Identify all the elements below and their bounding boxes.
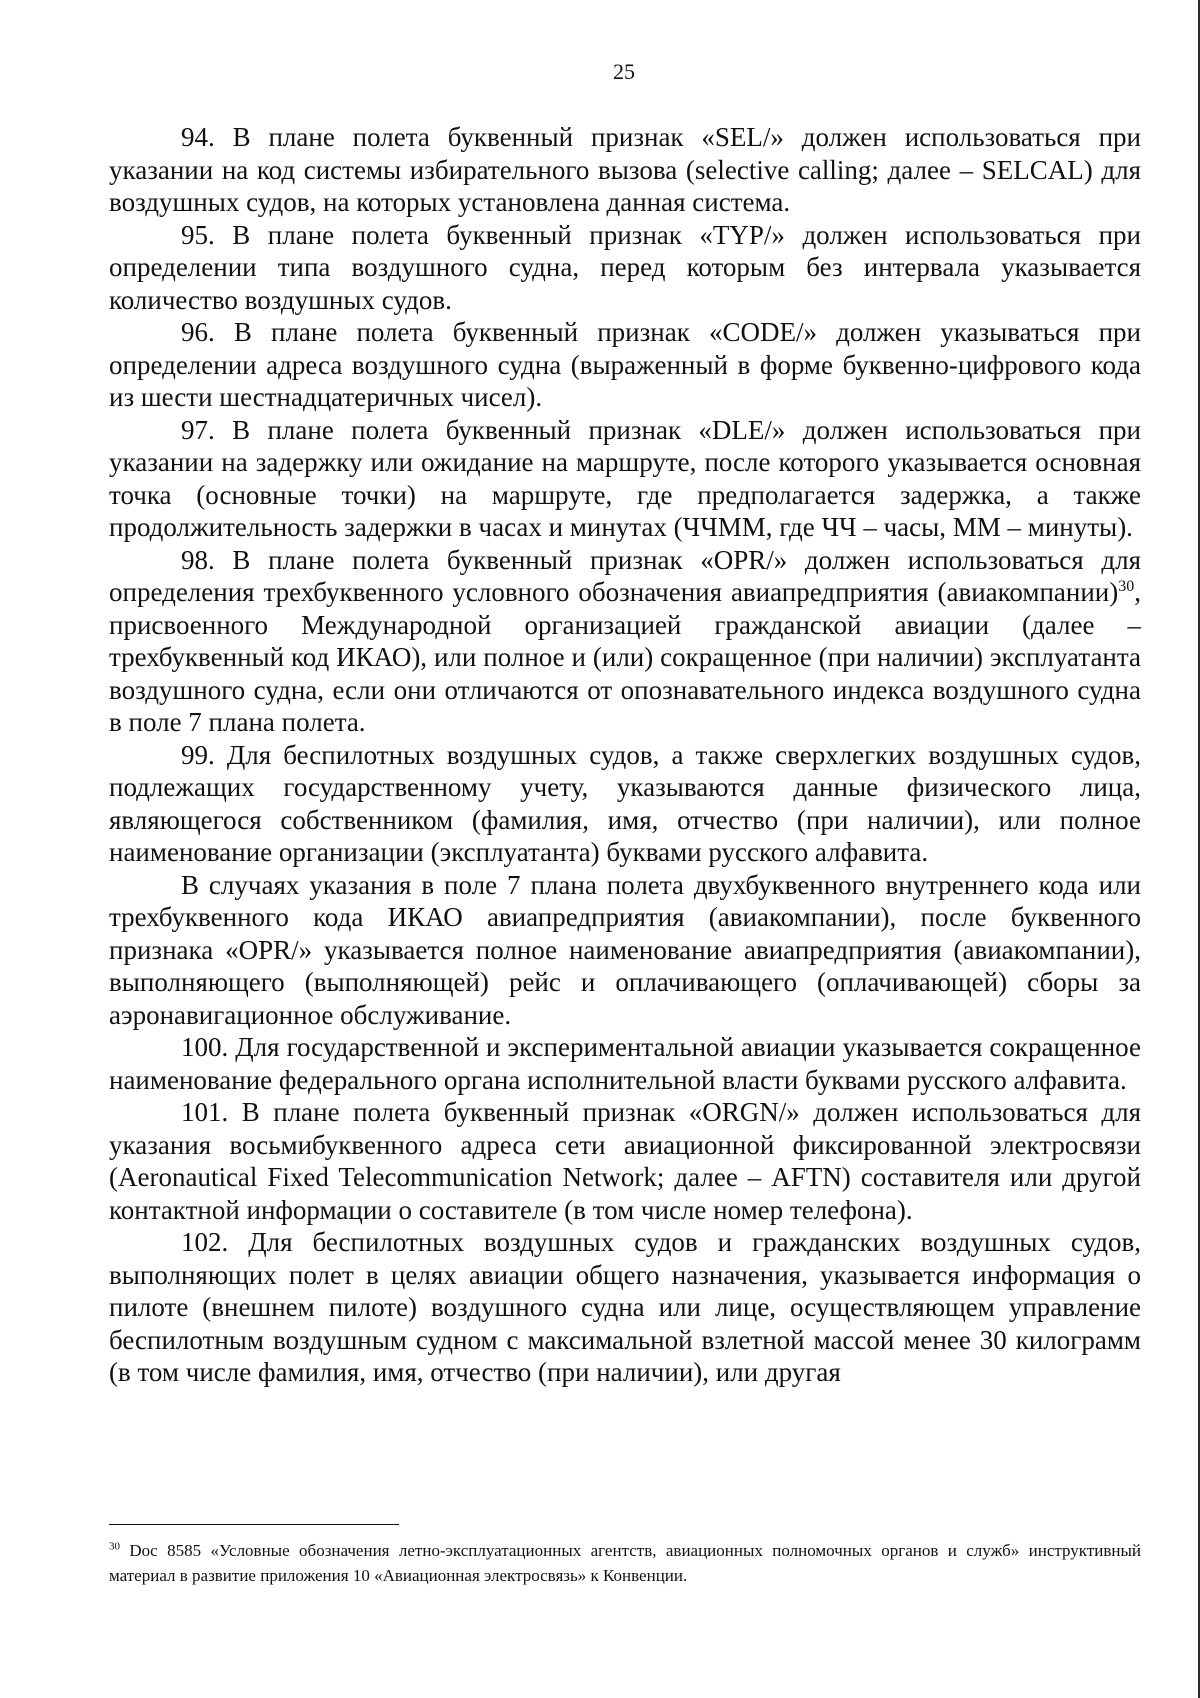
body-text xyxy=(109,121,1141,1389)
paragraph-95: 95. В плане полета буквенный признак «TYP/» должен использоваться при определении типа воздушного судна, перед которым без интервала указывается количество воздушных судов. xyxy=(109,219,1141,315)
page-number: 25 xyxy=(613,59,635,84)
footnote xyxy=(109,1538,1141,1588)
paragraph-100: 100. Для государственной и экспериментальной авиации указывается сокращенное наименование федерального органа исполнительной власти буквами русского алфавита. xyxy=(109,1032,1141,1095)
paragraph-99: 99. Для беспилотных воздушных судов, а также сверхлегких воздушных судов, подлежащих государственному учету, указываются данные физического лица, являющегося собственником (фамилия, имя, отчество (при наличии), или полное наименование организации (эксплуатанта) буквами русского алфавита. xyxy=(109,739,1141,867)
paragraph-94: 94. В плане полета буквенный признак «SEL/» должен использоваться при указании на код системы избирательного вызова (selective calling; далее – SELCAL) для воздушных судов, на которых установлена данная система. xyxy=(109,122,1141,217)
footnote-marker: 30 xyxy=(109,1540,120,1553)
paragraph-98 xyxy=(109,544,1141,739)
paragraph-101: 101. В плане полета буквенный признак «ORGN/» должен использоваться для указания восьмибуквенного адреса сети авиационной фиксированной электросвязи (Aeronautical Fixed Telecommunication Network; далее – AFTN) составителя или другой контактной информации о составителе (в том числе номер телефона). xyxy=(109,1097,1141,1225)
paragraph-102: 102. Для беспилотных воздушных судов и гражданских воздушных судов, выполняющих полет в целях авиации общего назначения, указывается информация о пилоте (внешнем пилоте) воздушного судна или лице, осуществляющем управление беспилотным воздушным судном с максимальной взлетной массой менее 30 килограмм (в том числе фамилия, имя, отчество (при наличии), или другая xyxy=(109,1227,1141,1387)
footnote-separator xyxy=(109,1524,399,1525)
paragraph-96: 96. В плане полета буквенный признак «CODE/» должен указываться при определении адреса воздушного судна (выраженный в форме буквенно-цифрового кода из шести шестнадцатеричных чисел). xyxy=(109,317,1141,412)
footnote-text: Doc 8585 «Условные обозначения летно-эксплуатационных агентств, авиационных полномочных органов и служб» инструктивный материал в развитие приложения 10 «Авиационная электросвязь» к Конвенции. xyxy=(109,1541,1141,1585)
footnote-reference[interactable]: 30 xyxy=(1118,578,1135,595)
paragraph-98-text-start: 98. В плане полета буквенный признак «OPR/» должен использоваться для определения трехбуквенного условного обозначения авиапредприятия (авиакомпании) xyxy=(109,544,1141,607)
paragraph-97: 97. В плане полета буквенный признак «DLE/» должен использоваться при указании на задержку или ожидание на маршруте, после которого указывается основная точка (основные точки) на маршруте, где предполагается задержка, а также продолжительность задержки в часах и минутах (ЧЧММ, где ЧЧ – часы, ММ – минуты). xyxy=(109,414,1141,542)
paragraph-98-text-end: , присвоенного Международной организацией гражданской авиации (далее – трехбуквенный код ИКАО), или полное и (или) сокращенное (при наличии) эксплуатанта воздушного судна, если они отличаются от опознавательного индекса воздушного судна в поле 7 плана полета. xyxy=(109,577,1141,737)
paragraph-99-continuation: В случаях указания в поле 7 плана полета двухбуквенного внутреннего кода или трехбуквенного кода ИКАО авиапредприятия (авиакомпании), после буквенного признака «OPR/» указывается полное наименование авиапредприятия (авиакомпании), выполняющего (выполняющей) рейс и оплачивающего (оплачивающей) сборы за аэронавигационное обслуживание. xyxy=(109,869,1141,1030)
